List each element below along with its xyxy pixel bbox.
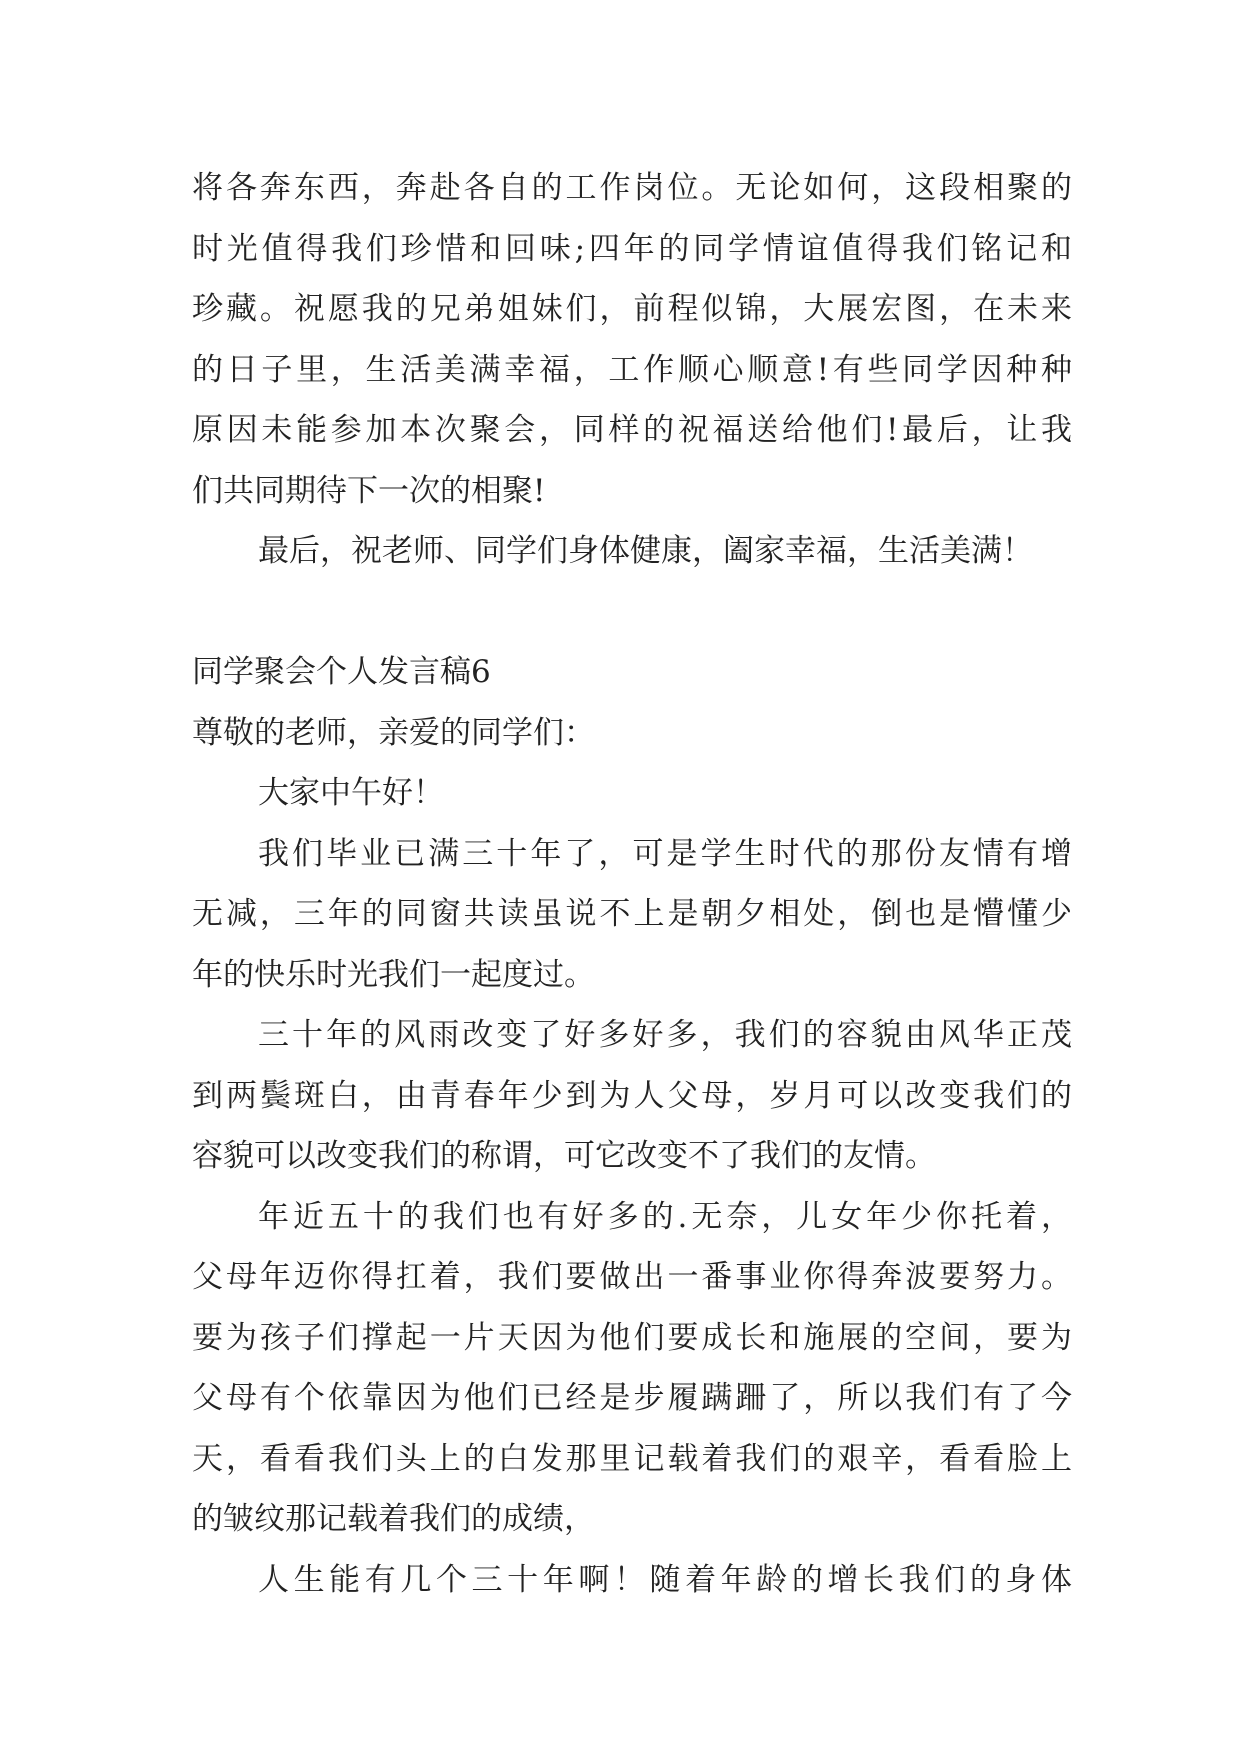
salutation: 尊敬的老师，亲爱的同学们： — [192, 714, 595, 751]
text-line: 容貌可以改变我们的称谓，可它改变不了我们的友情。 — [192, 1138, 936, 1174]
greeting: 大家中午好！ — [258, 775, 444, 811]
text-line: 的皱纹那记载着我们的成绩， — [192, 1501, 595, 1537]
text-line: 到两鬓斑白，由青春年少到为人父母，岁月可以改变我们的 — [192, 1077, 1072, 1114]
text-line: 珍藏。祝愿我的兄弟姐妹们，前程似锦，大展宏图，在未来 — [192, 291, 1072, 327]
document-body — [192, 158, 1072, 1610]
text-line: 父母有个依靠因为他们已经是步履蹒跚了，所以我们有了今 — [192, 1380, 1072, 1416]
text-line: 们共同期待下一次的相聚! — [192, 472, 546, 509]
text-line: 人生能有几个三十年啊！随着年龄的增长我们的身体 — [258, 1561, 1072, 1598]
closing-line: 最后，祝老师、同学们身体健康，阖家幸福，生活美满！ — [258, 533, 1033, 569]
text-line: 原因未能参加本次聚会，同样的祝福送给他们!最后，让我 — [192, 412, 1072, 448]
text-line: 我们毕业已满三十年了，可是学生时代的那份友情有增 — [258, 835, 1072, 872]
section-title: 同学聚会个人发言稿6 — [192, 654, 491, 690]
text-line: 的日子里，生活美满幸福，工作顺心顺意!有些同学因种种 — [192, 351, 1072, 388]
paragraph-gap — [192, 582, 1072, 643]
text-line: 年的快乐时光我们一起度过。 — [192, 956, 595, 993]
text-line: 无减，三年的同窗共读虽说不上是朝夕相处，倒也是懵懂少 — [192, 896, 1072, 932]
text-line: 要为孩子们撑起一片天因为他们要成长和施展的空间，要为 — [192, 1319, 1072, 1356]
text-line: 年近五十的我们也有好多的.无奈，儿女年少你托着， — [258, 1198, 1072, 1235]
text-line: 将各奔东西，奔赴各自的工作岗位。无论如何，这段相聚的 — [192, 170, 1072, 206]
text-line: 父母年迈你得扛着，我们要做出一番事业你得奔波要努力。 — [192, 1259, 1072, 1295]
text-line: 时光值得我们珍惜和回味;四年的同学情谊值得我们铭记和 — [192, 230, 1072, 267]
text-line: 天，看看我们头上的白发那里记载着我们的艰辛，看看脸上 — [192, 1440, 1072, 1477]
text-line: 三十年的风雨改变了好多好多，我们的容貌由风华正茂 — [258, 1017, 1072, 1053]
